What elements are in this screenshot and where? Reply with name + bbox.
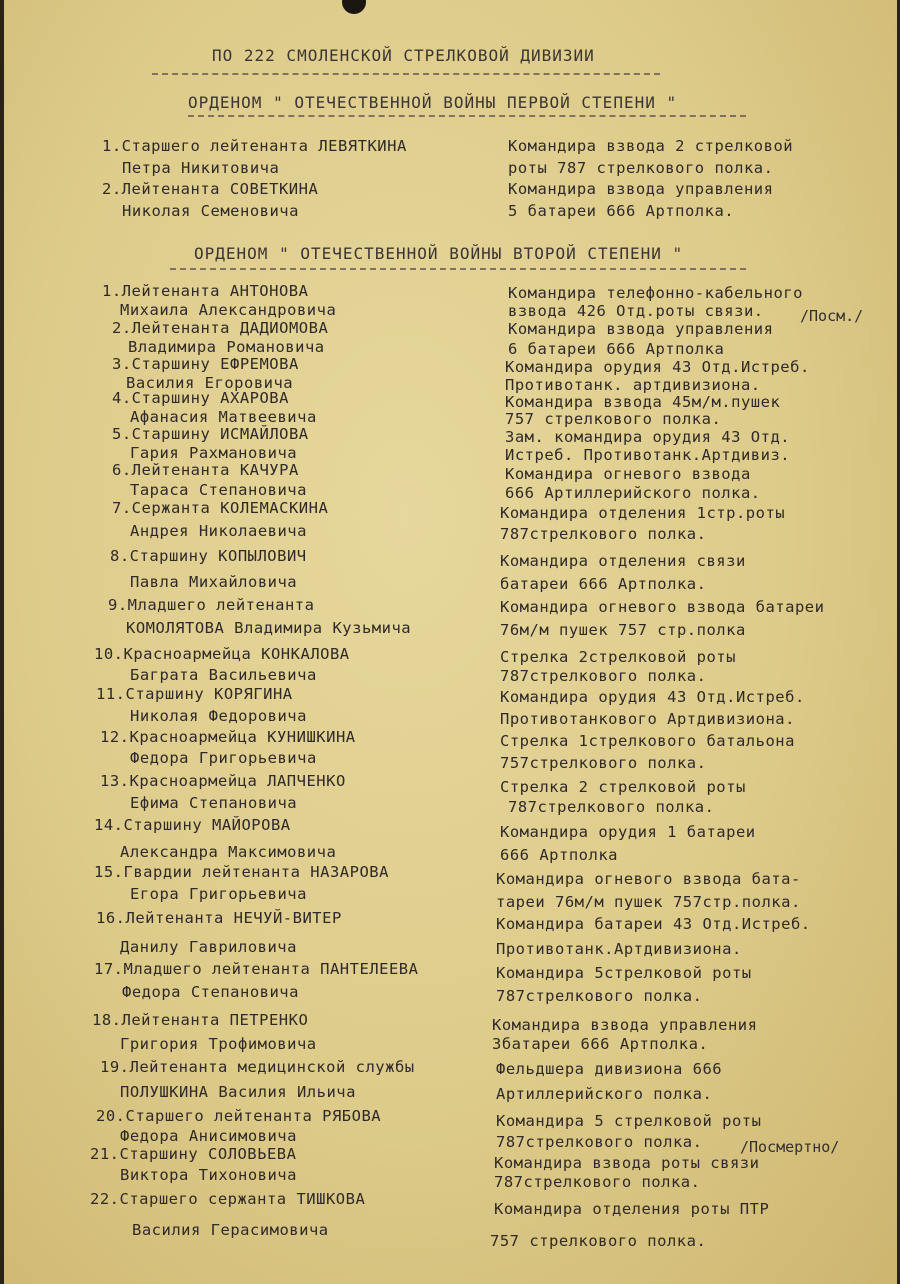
award-entry-position: батареи 666 Артполка. — [500, 575, 707, 593]
award-entry-position: Командира огневого взвода батареи — [500, 598, 825, 616]
award-entry-position: 787стрелкового полка. — [500, 667, 707, 685]
award-entry-name: Михаила Александровича — [120, 301, 337, 319]
award-entry-name: Григория Трофимовича — [120, 1035, 317, 1053]
award-entry-rank: 9.Младшего лейтенанта — [108, 596, 315, 614]
award-entry-position: 787стрелкового полка. — [494, 1173, 701, 1191]
award-entry-position: Командира огневого взвода — [505, 465, 751, 483]
posthumous-note: /Посм./ — [800, 307, 864, 325]
award-entry-rank: 19.Лейтенанта медицинской службы — [100, 1058, 415, 1076]
award-entry-name: Федора Анисимовича — [120, 1127, 297, 1145]
award-entry-name: Данилу Гавриловича — [120, 938, 297, 956]
scan-edge-left — [0, 0, 4, 1284]
award-entry-name: Федора Григорьевича — [130, 749, 317, 767]
entry-2-rank-surname: 2.Лейтенанта СОВЕТКИНА — [102, 180, 319, 198]
punch-hole — [342, 0, 366, 14]
award-entry-rank: 17.Младшего лейтенанта ПАНТЕЛЕЕВА — [94, 960, 419, 978]
award-entry-position: Стрелка 1стрелкового батальона — [500, 732, 795, 750]
award-entry-position: 787стрелкового полка. — [500, 525, 707, 543]
award-entry-rank: 5.Старшину ИСМАЙЛОВА — [112, 425, 309, 443]
award-entry-position: 666 Артполка — [500, 846, 618, 864]
award-entry-position: Командира 5стрелковой роты — [496, 964, 752, 982]
award-entry-name: Афанасия Матвеевича — [130, 408, 317, 426]
award-entry-position: взвода 426 Отд.роты связи. — [508, 302, 764, 320]
award-entry-position: Истреб. Противотанк.Артдивиз. — [505, 446, 791, 464]
award-entry-rank: 14.Старшину МАЙОРОВА — [94, 816, 291, 834]
award-entry-name: Виктора Тихоновича — [120, 1166, 297, 1184]
award-entry-position: 787стрелкового полка. — [508, 798, 715, 816]
award-entry-position: Командира телефонно-кабельного — [508, 284, 803, 302]
entry-2-unit: 5 батареи 666 Артполка. — [508, 202, 735, 220]
award-entry-position: Зам. командира орудия 43 Отд. — [505, 428, 791, 446]
award-entry-position: Стрелка 2стрелковой роты — [500, 648, 736, 666]
award-entry-rank: 12.Красноармейца КУНИШКИНА — [100, 728, 356, 746]
award-entry-position: 6 батареи 666 Артполка — [508, 340, 725, 358]
award-entry-name: Василия Герасимовича — [132, 1221, 329, 1239]
award-entry-rank: 15.Гвардии лейтенанта НАЗАРОВА — [94, 863, 389, 881]
award-entry-name: Гария Рахмановича — [130, 444, 298, 462]
award-entry-position: тареи 76м/м пушек 757стр.полка. — [496, 893, 801, 911]
award-entry-rank: 4.Старшину АХАРОВА — [112, 389, 289, 407]
award-entry-rank: 10.Красноармейца КОНКАЛОВА — [94, 645, 350, 663]
award-entry-position: Фельдшера дивизиона 666 — [496, 1060, 723, 1078]
award-entry-rank: 1.Лейтенанта АНТОНОВА — [102, 282, 309, 300]
award-entry-position: Командира батареи 43 Отд.Истреб. — [496, 915, 811, 933]
award-entry-name: Николая Федоровича — [130, 707, 307, 725]
award-entry-position: Командира огневого взвода бата- — [496, 870, 801, 888]
entry-1-unit: роты 787 стрелкового полка. — [508, 159, 774, 177]
entry-2-name: Николая Семеновича — [122, 202, 299, 220]
section-title-first-degree: ОРДЕНОМ " ОТЕЧЕСТВЕННОЙ ВОЙНЫ ПЕРВОЙ СТЕПЕНИ " — [188, 93, 678, 112]
award-entry-position: Противотанк.Артдивизиона. — [496, 940, 742, 958]
section-title-second-degree: ОРДЕНОМ " ОТЕЧЕСТВЕННОЙ ВОЙНЫ ВТОРОЙ СТЕПЕНИ " — [194, 244, 684, 263]
award-entry-position: Командира 5 стрелковой роты — [496, 1112, 762, 1130]
award-entry-rank: 2.Лейтенанта ДАДИОМОВА — [112, 319, 329, 337]
award-entry-name: Егора Григорьевича — [130, 885, 307, 903]
award-entry-rank: 8.Старшину КОПЫЛОВИЧ — [110, 547, 307, 565]
award-entry-position: 787стрелкового полка. — [496, 987, 703, 1005]
award-entry-position: 757стрелкового полка. — [500, 754, 707, 772]
award-entry-name: КОМОЛЯТОВА Владимира Кузьмича — [126, 619, 412, 637]
award-entry-position: Противотанк. артдивизиона. — [505, 376, 761, 394]
entry-1-name: Петра Никитовича — [122, 159, 280, 177]
award-entry-name: Павла Михайловича — [130, 573, 298, 591]
award-entry-position: Командира отделения 1стр.роты — [500, 504, 786, 522]
award-entry-name: Ефима Степановича — [130, 794, 298, 812]
award-entry-position: Стрелка 2 стрелковой роты — [500, 778, 746, 796]
award-entry-name: Василия Егоровича — [126, 374, 294, 392]
award-entry-position: Противотанкового Артдивизиона. — [500, 710, 795, 728]
award-entry-rank: 16.Лейтенанта НЕЧУЙ-ВИТЕР — [96, 909, 342, 927]
award-entry-position: Командира взвода роты связи — [494, 1154, 760, 1172]
award-entry-position: 666 Артиллерийского полка. — [505, 484, 761, 502]
award-entry-position: Командира орудия 43 Отд.Истреб. — [505, 358, 810, 376]
award-entry-position: Командира взвода управления — [508, 320, 774, 338]
award-entry-position: Командира взвода 45м/м.пушек — [505, 393, 781, 411]
award-entry-name: Владимира Романовича — [128, 338, 325, 356]
award-entry-name: Андрея Николаевича — [130, 522, 307, 540]
award-entry-position: Командира орудия 1 батареи — [500, 823, 756, 841]
award-entry-position: Командира отделения связи — [500, 552, 746, 570]
award-entry-rank: 22.Старшего сержанта ТИШКОВА — [90, 1190, 366, 1208]
award-entry-position: 757 стрелкового полка. — [505, 410, 722, 428]
award-entry-rank: 21.Старшину СОЛОВЬЕВА — [90, 1145, 297, 1163]
award-entry-position: Командира отделения роты ПТР — [494, 1200, 770, 1218]
award-entry-position: Командира взвода управления — [492, 1016, 758, 1034]
award-entry-rank: 18.Лейтенанта ПЕТРЕНКО — [92, 1011, 309, 1029]
award-entry-rank: 7.Сержанта КОЛЕМАСКИНА — [112, 499, 329, 517]
award-entry-rank: 11.Старшину КОРЯГИНА — [96, 685, 293, 703]
award-entry-rank: 13.Красноармейца ЛАПЧЕНКО — [100, 772, 346, 790]
entry-1-position: Командира взвода 2 стрелковой — [508, 137, 794, 155]
award-entry-rank: 20.Старшего лейтенанта РЯБОВА — [96, 1107, 382, 1125]
header-underline — [152, 73, 660, 75]
award-entry-name: ПОЛУШКИНА Василия Ильича — [120, 1083, 356, 1101]
award-entry-rank: 6.Лейтенанта КАЧУРА — [112, 461, 299, 479]
section-underline — [188, 115, 746, 117]
division-header: ПО 222 СМОЛЕНСКОЙ СТРЕЛКОВОЙ ДИВИЗИИ — [212, 46, 595, 65]
entry-1-rank-surname: 1.Старшего лейтенанта ЛЕВЯТКИНА — [102, 137, 407, 155]
award-entry-position: 3батареи 666 Артполка. — [492, 1035, 709, 1053]
award-entry-name: Федора Степановича — [122, 983, 299, 1001]
section-underline — [170, 268, 746, 270]
award-entry-position: Артиллерийского полка. — [496, 1085, 713, 1103]
entry-2-position: Командира взвода управления — [508, 180, 774, 198]
award-entry-position: 787стрелкового полка. — [496, 1133, 703, 1151]
award-entry-position: Командира орудия 43 Отд.Истреб. — [500, 688, 805, 706]
award-entry-position: 76м/м пушек 757 стр.полка — [500, 621, 746, 639]
posthumous-note: /Посмертно/ — [740, 1138, 840, 1156]
award-entry-name: Александра Максимовича — [120, 843, 337, 861]
award-entry-name: Тараса Степановича — [130, 481, 307, 499]
award-entry-name: Баграта Васильевича — [130, 666, 317, 684]
award-entry-position: 757 стрелкового полка. — [490, 1232, 707, 1250]
award-entry-rank: 3.Старшину ЕФРЕМОВА — [112, 355, 299, 373]
